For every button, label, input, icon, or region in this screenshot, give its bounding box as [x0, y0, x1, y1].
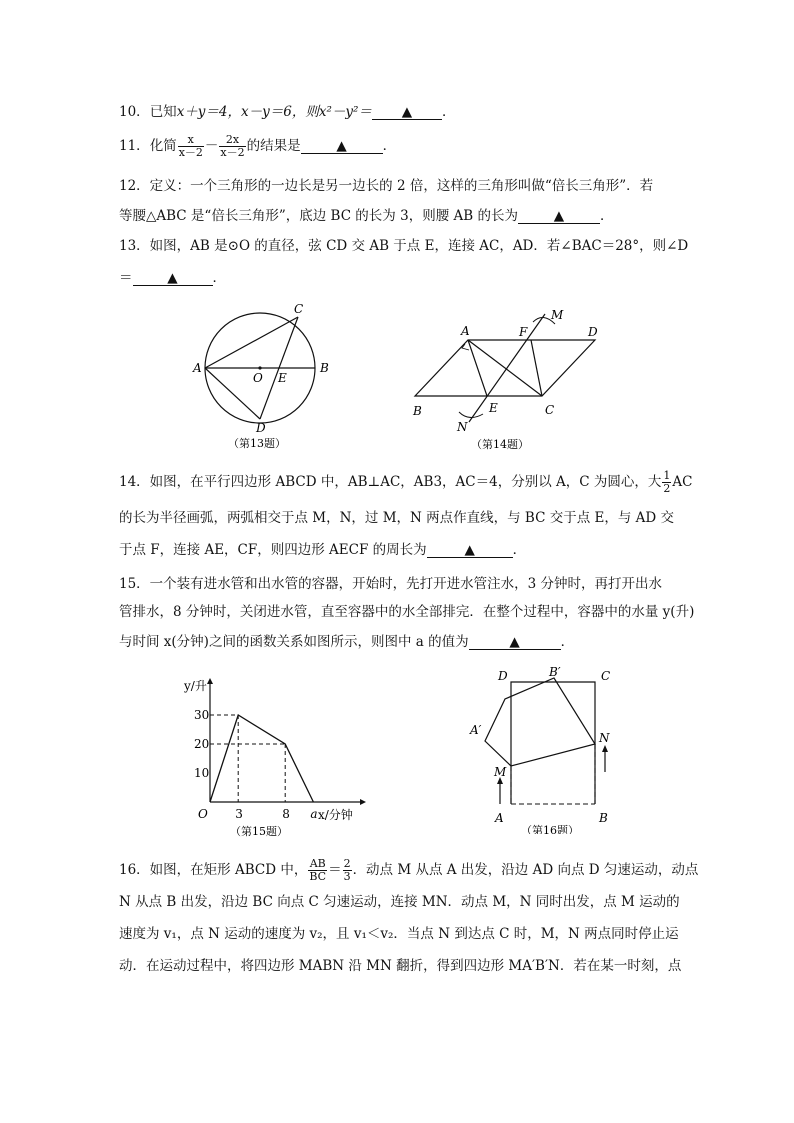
x-axis-arrow [360, 799, 366, 805]
label-a: A [461, 324, 470, 338]
question-14-line-1 [119, 470, 692, 495]
q14-end: ． [512, 542, 527, 558]
fraction-numerator: x [178, 134, 204, 147]
arc-n [459, 412, 483, 418]
question-12-line-1: 12．定义：一个三角形的一边长是另一边长的 2 倍，这样的三角形叫做“倍长三角形”．若 [119, 178, 654, 194]
q12-text: 等腰△ABC 是“倍长三角形”，底边 BC 的长为 3，则腰 AB 的长为 [119, 208, 518, 224]
fraction-numerator: AB [309, 857, 326, 870]
label-b: B [599, 811, 608, 825]
answer-blank[interactable]: ▲ [372, 105, 442, 120]
chord-ac [205, 317, 298, 368]
y-tick-10: 10 [194, 766, 210, 780]
figure-14-caption: （第14题） [471, 438, 529, 451]
q10-eq1: x＋y＝4，x－y＝6，则 [176, 104, 319, 120]
origin-label: O [198, 807, 208, 821]
label-b: B [413, 404, 422, 418]
q13-end: ． [212, 270, 226, 286]
question-16-line-1 [119, 858, 698, 883]
label-a-prime: A′ [470, 723, 482, 737]
label-n: N [457, 420, 468, 434]
figure-16 [465, 664, 625, 834]
label-n: N [599, 731, 610, 745]
answer-blank[interactable]: ▲ [518, 209, 600, 224]
q11-suffix: 的结果是 [246, 138, 301, 154]
question-16-line-4: 动．在运动过程中，将四边形 MABN 沿 MN 翻折，得到四边形 MA′B′N．若在某一时刻，点 [119, 958, 682, 974]
center-point [258, 366, 261, 369]
line-mn [469, 314, 545, 422]
label-m: M [494, 765, 507, 779]
q10-eq2: x²－y²＝ [318, 104, 372, 120]
q16-fraction-1 [308, 858, 327, 883]
label-f: F [519, 325, 528, 339]
answer-blank[interactable]: ▲ [469, 635, 561, 650]
y-tick-30: 30 [194, 708, 210, 722]
chord-ad [205, 368, 260, 419]
q14-text-a: 14．如图，在平行四边形 ABCD 中，AB⊥AC，AB3，AC＝4，分别以 A，C 为圆心，大 [119, 474, 662, 490]
label-d: D [498, 669, 508, 683]
q10-end: ． [441, 104, 456, 120]
label-c: C [294, 302, 304, 316]
question-15-line-3 [119, 632, 574, 652]
x-tick-a: a [310, 807, 318, 821]
figure-13 [185, 296, 345, 456]
label-e: E [489, 401, 498, 415]
fraction-numerator: 1 [663, 469, 671, 482]
q11-minus: － [204, 138, 219, 154]
q16-text-a: 16．如图，在矩形 ABCD 中， [119, 862, 308, 878]
label-d: D [588, 325, 598, 339]
q13-text: ＝ [119, 270, 133, 286]
q16-equals: ＝ [328, 862, 342, 878]
diagonal-ac [468, 340, 542, 396]
q11-end: ． [382, 138, 397, 154]
question-15-line-2: 管排水，8 分钟时，关闭进水管，直至容器中的水全部排完．在整个过程中，容器中的水量 y(升) [119, 604, 695, 620]
fraction-numerator: 2 [343, 857, 351, 870]
y-axis-label: y/升 [184, 679, 207, 693]
label-a: A [495, 811, 504, 825]
question-14-line-2: 的长为半径画弧，两弧相交于点 M，N，过 M，N 两点作直线，与 BC 交于点 E，与 AD 交 [119, 510, 675, 526]
arrow-n-up-icon [602, 745, 608, 752]
label-m: M [551, 308, 564, 322]
rectangle-solid-sides [511, 682, 595, 804]
question-10 [119, 102, 455, 122]
figure-14 [405, 300, 620, 455]
series-line [210, 715, 313, 802]
q11-fraction-1 [178, 134, 204, 159]
q14-text: 于点 F，连接 AE，CF，则四边形 AECF 的周长为 [119, 542, 427, 558]
fraction-denominator: x－2 [178, 146, 203, 159]
figure-15-chart [180, 672, 375, 842]
fraction-denominator: 2 [663, 482, 671, 495]
answer-blank[interactable]: ▲ [427, 543, 513, 558]
q11-number: 11． [119, 138, 150, 154]
question-13-line-2 [119, 268, 226, 288]
x-tick-3: 3 [235, 807, 243, 821]
answer-blank[interactable]: ▲ [133, 271, 213, 286]
folded-quadrilateral [485, 678, 595, 766]
y-axis-arrow [207, 678, 213, 684]
fraction-numerator: 2x [219, 134, 245, 147]
question-16-line-3: 速度为 v₁，点 N 运动的速度为 v₂，且 v₁＜v₂．当点 N 到达点 C 时，M，N 两点同时停止运 [119, 926, 679, 942]
figure-15-caption: （第15题） [230, 825, 288, 838]
q15-text: 与时间 x(分钟)之间的函数关系如图所示，则图中 a 的值为 [119, 634, 469, 650]
q10-number: 10． [119, 104, 150, 120]
answer-blank[interactable]: ▲ [301, 139, 383, 154]
label-b-prime: B′ [549, 665, 561, 679]
y-tick-20: 20 [194, 737, 210, 751]
label-a: A [193, 361, 202, 375]
q16-text-b: ．动点 M 从点 A 出发，沿边 AD 向点 D 匀速运动，动点 [352, 862, 699, 878]
fraction-denominator: 3 [343, 870, 351, 883]
fraction-denominator: x－2 [220, 146, 245, 159]
question-12-line-2 [119, 206, 613, 226]
figure-16-caption: （第16题） [521, 824, 579, 834]
question-13-line-1: 13．如图，AB 是⊙O 的直径，弦 CD 交 AB 于点 E，连接 AC，AD．若∠BAC＝28°，则∠D [119, 238, 689, 254]
fraction-denominator: BC [309, 870, 327, 883]
label-o: O [253, 371, 263, 385]
question-15-line-1: 15．一个装有进水管和出水管的容器，开始时，先打开进水管注水，3 分钟时，再打开出水 [119, 576, 663, 592]
q15-end: ． [560, 634, 575, 650]
label-d: D [256, 421, 266, 435]
q11-prefix: 化简 [149, 138, 177, 154]
label-c: C [545, 403, 555, 417]
q14-fraction [662, 470, 671, 495]
q11-fraction-2 [219, 134, 245, 159]
label-c: C [601, 669, 611, 683]
q16-fraction-2 [343, 858, 352, 883]
x-tick-8: 8 [282, 807, 290, 821]
question-16-line-2: N 从点 B 出发，沿边 BC 向点 C 匀速运动，连接 MN．动点 M，N 同时出发，点 M 运动的 [119, 894, 680, 910]
question-14-line-3 [119, 540, 526, 560]
segment-fc [531, 340, 542, 396]
label-e: E [278, 371, 287, 385]
q10-prefix: 已知 [149, 104, 177, 120]
question-11 [119, 134, 396, 159]
q14-text-b: AC [672, 474, 693, 490]
x-axis-label: x/分钟 [318, 808, 353, 822]
q12-end: ． [599, 208, 614, 224]
label-b: B [320, 361, 329, 375]
figure-13-caption: （第13题） [228, 437, 286, 450]
segment-ae [468, 340, 487, 396]
